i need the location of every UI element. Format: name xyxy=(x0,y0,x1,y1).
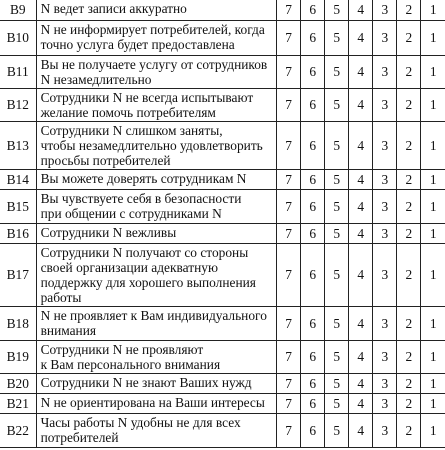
item-statement: Вы можете доверять сотрудникам N xyxy=(36,169,277,189)
item-code: B16 xyxy=(0,223,36,243)
item-statement: Сотрудники N не проявляют к Вам персонального внимания xyxy=(36,340,277,373)
score-option[interactable]: 5 xyxy=(325,393,349,413)
table-row xyxy=(0,0,445,20)
score-option[interactable]: 4 xyxy=(349,243,373,306)
score-option[interactable]: 7 xyxy=(277,340,301,373)
item-statement: N ведет записи аккуратно xyxy=(36,0,277,20)
score-option[interactable]: 1 xyxy=(421,306,445,340)
table-row xyxy=(0,393,445,413)
score-option[interactable]: 1 xyxy=(421,189,445,223)
score-option[interactable]: 2 xyxy=(397,55,421,88)
table-row xyxy=(0,373,445,393)
item-code: B19 xyxy=(0,340,36,373)
score-option[interactable]: 1 xyxy=(421,88,445,121)
score-option[interactable]: 2 xyxy=(397,306,421,340)
score-option[interactable]: 3 xyxy=(373,223,397,243)
score-option[interactable]: 5 xyxy=(325,169,349,189)
score-option[interactable]: 3 xyxy=(373,393,397,413)
score-option[interactable]: 7 xyxy=(277,413,301,447)
score-option[interactable]: 3 xyxy=(373,373,397,393)
item-code: B14 xyxy=(0,169,36,189)
score-option[interactable]: 6 xyxy=(301,243,325,306)
score-option[interactable]: 4 xyxy=(349,413,373,447)
score-option[interactable]: 6 xyxy=(301,393,325,413)
item-code: B22 xyxy=(0,413,36,447)
score-option[interactable]: 3 xyxy=(373,413,397,447)
score-option[interactable]: 5 xyxy=(325,223,349,243)
score-option[interactable]: 1 xyxy=(421,121,445,169)
item-code: B20 xyxy=(0,373,36,393)
item-code: B17 xyxy=(0,243,36,306)
score-option[interactable]: 2 xyxy=(397,0,421,20)
score-option[interactable]: 1 xyxy=(421,20,445,55)
score-option[interactable]: 5 xyxy=(325,189,349,223)
table-row xyxy=(0,340,445,373)
score-option[interactable]: 3 xyxy=(373,243,397,306)
score-option[interactable]: 2 xyxy=(397,121,421,169)
score-option[interactable]: 2 xyxy=(397,189,421,223)
table-row xyxy=(0,243,445,306)
score-option[interactable]: 4 xyxy=(349,189,373,223)
score-option[interactable]: 7 xyxy=(277,55,301,88)
table-row xyxy=(0,121,445,169)
table-row xyxy=(0,169,445,189)
score-option[interactable]: 3 xyxy=(373,55,397,88)
score-option[interactable]: 6 xyxy=(301,373,325,393)
item-statement: Вы чувствуете себя в безопасности при общении с сотрудниками N xyxy=(36,189,277,223)
score-option[interactable]: 7 xyxy=(277,0,301,20)
score-option[interactable]: 5 xyxy=(325,20,349,55)
score-option[interactable]: 4 xyxy=(349,88,373,121)
score-option[interactable]: 4 xyxy=(349,373,373,393)
score-option[interactable]: 2 xyxy=(397,169,421,189)
score-option[interactable]: 7 xyxy=(277,393,301,413)
item-statement: Вы не получаете услугу от сотрудников N незамедлительно xyxy=(36,55,277,88)
item-code: B13 xyxy=(0,121,36,169)
score-option[interactable]: 5 xyxy=(325,340,349,373)
score-option[interactable]: 1 xyxy=(421,393,445,413)
score-option[interactable]: 6 xyxy=(301,189,325,223)
score-option[interactable]: 4 xyxy=(349,340,373,373)
item-statement: Сотрудники N получают со стороны своей организации адекватную поддержку для хорошего выполнения работы xyxy=(36,243,277,306)
item-code: B15 xyxy=(0,189,36,223)
score-option[interactable]: 3 xyxy=(373,340,397,373)
score-option[interactable]: 7 xyxy=(277,20,301,55)
score-option[interactable]: 6 xyxy=(301,0,325,20)
score-option[interactable]: 4 xyxy=(349,393,373,413)
score-option[interactable]: 7 xyxy=(277,223,301,243)
score-option[interactable]: 1 xyxy=(421,55,445,88)
item-statement: Сотрудники N не всегда испытывают желание помочь потребителям xyxy=(36,88,277,121)
score-option[interactable]: 6 xyxy=(301,413,325,447)
item-code: B12 xyxy=(0,88,36,121)
item-statement: N не проявляет к Вам индивидуального внимания xyxy=(36,306,277,340)
score-option[interactable]: 4 xyxy=(349,306,373,340)
score-option[interactable]: 7 xyxy=(277,88,301,121)
score-option[interactable]: 3 xyxy=(373,88,397,121)
table-row xyxy=(0,88,445,121)
score-option[interactable]: 5 xyxy=(325,55,349,88)
item-code: B9 xyxy=(0,0,36,20)
score-option[interactable]: 5 xyxy=(325,413,349,447)
table-row xyxy=(0,413,445,447)
score-option[interactable]: 3 xyxy=(373,306,397,340)
score-option[interactable]: 6 xyxy=(301,20,325,55)
item-statement: N не информирует потребителей, когда точно услуга будет предоставлена xyxy=(36,20,277,55)
score-option[interactable]: 7 xyxy=(277,373,301,393)
score-option[interactable]: 2 xyxy=(397,393,421,413)
score-option[interactable]: 2 xyxy=(397,340,421,373)
item-code: B18 xyxy=(0,306,36,340)
item-code: B10 xyxy=(0,20,36,55)
score-option[interactable]: 5 xyxy=(325,0,349,20)
score-option[interactable]: 6 xyxy=(301,55,325,88)
score-option[interactable]: 4 xyxy=(349,20,373,55)
score-option[interactable]: 2 xyxy=(397,88,421,121)
table-row xyxy=(0,20,445,55)
score-option[interactable]: 4 xyxy=(349,0,373,20)
score-option[interactable]: 4 xyxy=(349,169,373,189)
score-option[interactable]: 5 xyxy=(325,373,349,393)
score-option[interactable]: 1 xyxy=(421,340,445,373)
score-option[interactable]: 6 xyxy=(301,340,325,373)
score-option[interactable]: 6 xyxy=(301,169,325,189)
score-option[interactable]: 7 xyxy=(277,306,301,340)
score-option[interactable]: 2 xyxy=(397,20,421,55)
score-option[interactable]: 6 xyxy=(301,223,325,243)
score-option[interactable]: 2 xyxy=(397,243,421,306)
score-option[interactable]: 4 xyxy=(349,223,373,243)
score-option[interactable]: 6 xyxy=(301,121,325,169)
score-option[interactable]: 6 xyxy=(301,88,325,121)
score-option[interactable]: 1 xyxy=(421,169,445,189)
score-option[interactable]: 7 xyxy=(277,243,301,306)
score-option[interactable]: 3 xyxy=(373,0,397,20)
table-row xyxy=(0,189,445,223)
score-option[interactable]: 2 xyxy=(397,223,421,243)
score-option[interactable]: 1 xyxy=(421,373,445,393)
score-option[interactable]: 7 xyxy=(277,121,301,169)
score-option[interactable]: 5 xyxy=(325,121,349,169)
table-row xyxy=(0,223,445,243)
item-statement: Сотрудники N слишком заняты, чтобы незамедлительно удовлетворить просьбы потребителей xyxy=(36,121,277,169)
item-code: B11 xyxy=(0,55,36,88)
score-option[interactable]: 7 xyxy=(277,189,301,223)
score-option[interactable]: 3 xyxy=(373,121,397,169)
score-option[interactable]: 1 xyxy=(421,0,445,20)
score-option[interactable]: 3 xyxy=(373,20,397,55)
score-option[interactable]: 5 xyxy=(325,88,349,121)
score-option[interactable]: 1 xyxy=(421,413,445,447)
item-statement: Сотрудники N вежливы xyxy=(36,223,277,243)
table-row xyxy=(0,55,445,88)
score-option[interactable]: 6 xyxy=(301,306,325,340)
score-option[interactable]: 5 xyxy=(325,306,349,340)
item-statement: Сотрудники N не знают Ваших нужд xyxy=(36,373,277,393)
score-option[interactable]: 3 xyxy=(373,169,397,189)
score-option[interactable]: 4 xyxy=(349,55,373,88)
score-option[interactable]: 1 xyxy=(421,223,445,243)
score-option[interactable]: 1 xyxy=(421,243,445,306)
table-row xyxy=(0,306,445,340)
score-option[interactable]: 5 xyxy=(325,243,349,306)
score-option[interactable]: 7 xyxy=(277,169,301,189)
score-option[interactable]: 3 xyxy=(373,189,397,223)
item-code: B21 xyxy=(0,393,36,413)
score-option[interactable]: 4 xyxy=(349,121,373,169)
item-statement: Часы работы N удобны не для всех потребителей xyxy=(36,413,277,447)
item-statement: N не ориентирована на Ваши интересы xyxy=(36,393,277,413)
score-option[interactable]: 2 xyxy=(397,373,421,393)
score-option[interactable]: 2 xyxy=(397,413,421,447)
